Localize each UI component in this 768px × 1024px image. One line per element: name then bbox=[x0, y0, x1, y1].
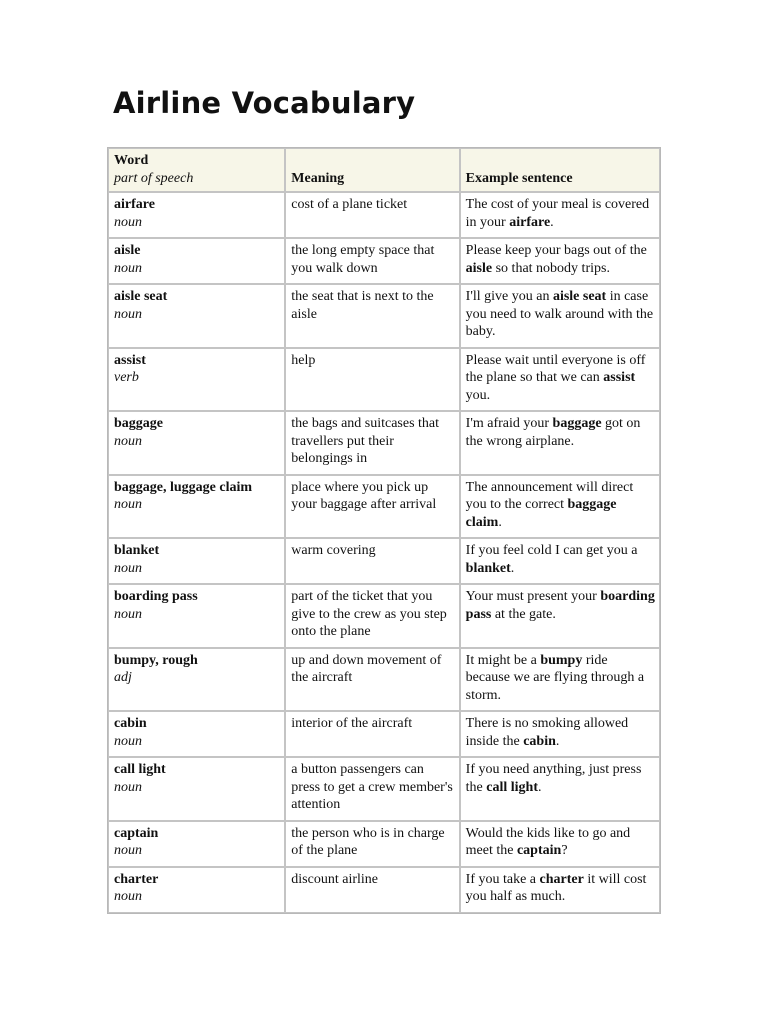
table-header-row bbox=[108, 148, 660, 192]
meaning-cell: the bags and suitcases that travellers put their belongings in bbox=[285, 411, 459, 475]
word-cell bbox=[108, 411, 285, 475]
vocab-word: airfare bbox=[114, 197, 155, 212]
header-example: Example sentence bbox=[460, 148, 660, 192]
header-pos-label: part of speech bbox=[114, 170, 194, 186]
meaning-cell: the long empty space that you walk down bbox=[285, 238, 459, 284]
example-text: Please keep your bags out of the bbox=[465, 243, 647, 258]
word-cell bbox=[108, 757, 285, 821]
example-keyword: assist bbox=[603, 370, 636, 385]
vocab-word: charter bbox=[114, 871, 159, 887]
part-of-speech: adj bbox=[114, 670, 132, 685]
part-of-speech: noun bbox=[114, 606, 142, 622]
table-row bbox=[108, 648, 660, 712]
example-text: I'm afraid your bbox=[465, 416, 553, 431]
example-text: It might be a bbox=[465, 652, 541, 668]
table-row bbox=[108, 348, 660, 412]
table-row bbox=[108, 238, 660, 284]
part-of-speech: noun bbox=[114, 733, 142, 749]
example-keyword: bumpy bbox=[540, 652, 583, 668]
example-cell bbox=[460, 538, 660, 584]
example-cell bbox=[460, 475, 660, 539]
example-text: There is no smoking allowed inside the bbox=[465, 716, 629, 749]
meaning-cell: interior of the aircraft bbox=[285, 711, 459, 757]
part-of-speech: noun bbox=[114, 560, 142, 576]
example-cell bbox=[460, 648, 660, 712]
table-row bbox=[108, 711, 660, 757]
example-text: . bbox=[550, 214, 554, 230]
example-keyword: blanket bbox=[465, 560, 511, 576]
example-text: you. bbox=[465, 387, 491, 403]
example-text: If you need anything, just press the bbox=[465, 762, 642, 795]
word-cell bbox=[108, 711, 285, 757]
example-text: in case you need to walk around with the baby. bbox=[465, 289, 654, 339]
vocab-word: boarding pass bbox=[114, 589, 198, 604]
example-cell bbox=[460, 821, 660, 867]
word-cell bbox=[108, 867, 285, 913]
example-text: If you take a bbox=[465, 871, 540, 887]
example-text: at the gate. bbox=[491, 606, 556, 622]
word-cell bbox=[108, 648, 285, 712]
example-text: The announcement will direct you to the correct bbox=[465, 479, 634, 512]
meaning-cell: a button passengers can press to get a crew member's attention bbox=[285, 757, 459, 821]
example-text: . bbox=[555, 733, 560, 749]
part-of-speech: verb bbox=[114, 370, 139, 385]
example-text: Please wait until everyone is off the plane so that we can bbox=[465, 352, 646, 385]
vocab-word: baggage bbox=[114, 416, 163, 431]
header-word-label: Word bbox=[114, 153, 149, 168]
meaning-cell: help bbox=[285, 348, 459, 412]
example-text: got on the wrong airplane. bbox=[465, 416, 641, 449]
example-keyword: baggage claim bbox=[465, 497, 617, 530]
table-row bbox=[108, 757, 660, 821]
meaning-cell: warm covering bbox=[285, 538, 459, 584]
example-text: ride because we are flying through a storm. bbox=[465, 652, 645, 703]
table-row bbox=[108, 192, 660, 238]
vocab-word: assist bbox=[114, 352, 146, 368]
example-cell bbox=[460, 284, 660, 348]
example-keyword: charter bbox=[539, 871, 584, 887]
example-keyword: aisle seat bbox=[552, 289, 607, 304]
example-text: . bbox=[538, 779, 542, 795]
vocabulary-table bbox=[107, 147, 661, 914]
example-cell bbox=[460, 238, 660, 284]
example-text: The cost of your meal is covered in your bbox=[465, 197, 650, 230]
example-text: ? bbox=[561, 843, 568, 858]
example-text: . bbox=[510, 560, 515, 576]
example-keyword: aisle bbox=[465, 260, 493, 276]
table-row bbox=[108, 867, 660, 913]
table-row bbox=[108, 584, 660, 648]
meaning-cell: the seat that is next to the aisle bbox=[285, 284, 459, 348]
part-of-speech: noun bbox=[114, 214, 142, 230]
part-of-speech: noun bbox=[114, 889, 142, 904]
part-of-speech: noun bbox=[114, 779, 142, 795]
meaning-cell: the person who is in charge of the plane bbox=[285, 821, 459, 867]
example-cell bbox=[460, 584, 660, 648]
example-text: I'll give you an bbox=[465, 289, 553, 304]
example-cell bbox=[460, 867, 660, 913]
word-cell bbox=[108, 475, 285, 539]
part-of-speech: noun bbox=[114, 497, 142, 512]
example-keyword: call light bbox=[486, 779, 538, 795]
example-text: . bbox=[498, 514, 502, 530]
word-cell bbox=[108, 238, 285, 284]
vocab-word: aisle bbox=[114, 243, 141, 258]
example-keyword: boarding pass bbox=[465, 589, 655, 622]
table-body bbox=[108, 192, 660, 913]
word-cell bbox=[108, 192, 285, 238]
example-keyword: cabin bbox=[523, 733, 556, 749]
vocab-word: aisle seat bbox=[114, 289, 168, 304]
table-row bbox=[108, 538, 660, 584]
vocab-word: bumpy, rough bbox=[114, 652, 198, 668]
header-word bbox=[108, 148, 285, 192]
meaning-cell: up and down movement of the aircraft bbox=[285, 648, 459, 712]
part-of-speech: noun bbox=[114, 260, 142, 276]
page-title: Airline Vocabulary bbox=[113, 86, 416, 120]
part-of-speech: noun bbox=[114, 433, 142, 449]
part-of-speech: noun bbox=[114, 843, 142, 858]
example-keyword: airfare bbox=[509, 214, 551, 230]
example-cell bbox=[460, 757, 660, 821]
meaning-cell: cost of a plane ticket bbox=[285, 192, 459, 238]
example-keyword: captain bbox=[516, 843, 562, 858]
table-row bbox=[108, 821, 660, 867]
meaning-cell: discount airline bbox=[285, 867, 459, 913]
meaning-cell: place where you pick up your baggage after arrival bbox=[285, 475, 459, 539]
meaning-cell: part of the ticket that you give to the crew as you step onto the plane bbox=[285, 584, 459, 648]
example-text: If you feel cold I can get you a bbox=[465, 543, 638, 558]
example-cell bbox=[460, 411, 660, 475]
example-text: Your must present your bbox=[465, 589, 601, 604]
example-text: it will cost you half as much. bbox=[465, 871, 647, 904]
table-row bbox=[108, 284, 660, 348]
vocab-word: blanket bbox=[114, 543, 160, 558]
example-cell bbox=[460, 711, 660, 757]
word-cell bbox=[108, 284, 285, 348]
header-meaning: Meaning bbox=[285, 148, 459, 192]
vocab-word: baggage, luggage claim bbox=[114, 479, 253, 495]
example-text: so that nobody trips. bbox=[492, 260, 610, 276]
example-keyword: baggage bbox=[552, 416, 602, 431]
example-cell bbox=[460, 192, 660, 238]
vocab-word: call light bbox=[114, 762, 166, 777]
table-row bbox=[108, 411, 660, 475]
word-cell bbox=[108, 584, 285, 648]
table-row bbox=[108, 475, 660, 539]
vocab-word: cabin bbox=[114, 716, 147, 731]
part-of-speech: noun bbox=[114, 306, 142, 322]
word-cell bbox=[108, 821, 285, 867]
vocab-word: captain bbox=[114, 825, 159, 841]
word-cell bbox=[108, 348, 285, 412]
word-cell bbox=[108, 538, 285, 584]
example-text: Would the kids like to go and meet the bbox=[465, 825, 631, 858]
example-cell bbox=[460, 348, 660, 412]
